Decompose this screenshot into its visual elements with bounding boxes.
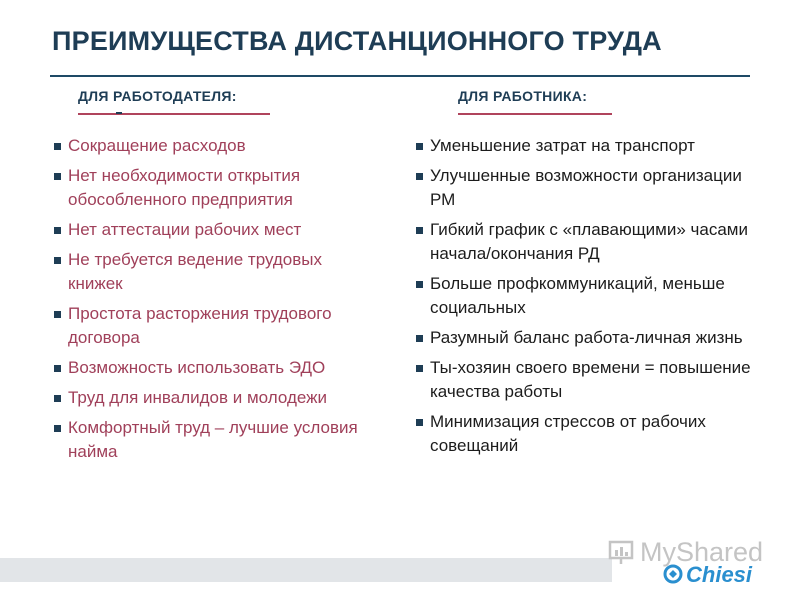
list-item bbox=[416, 164, 756, 212]
list-item bbox=[54, 164, 374, 212]
bullet-square-icon bbox=[54, 227, 61, 234]
list-item-text: Сокращение расходов bbox=[68, 136, 246, 155]
bullet-square-icon bbox=[416, 419, 423, 426]
list-item bbox=[416, 326, 756, 350]
bullet-square-icon bbox=[54, 395, 61, 402]
watermark-text: MyShared bbox=[640, 537, 764, 567]
slide-title: ПРЕИМУЩЕСТВА ДИСТАНЦИОННОГО ТРУДА bbox=[52, 26, 662, 56]
list-item-text: Ты-хозяин своего времени = повышение качества работы bbox=[430, 358, 751, 401]
list-item-text: Улучшенные возможности организации РМ bbox=[430, 166, 742, 209]
presentation-icon bbox=[607, 538, 635, 566]
list-item bbox=[54, 302, 374, 350]
list-item-text: Труд для инвалидов и молодежи bbox=[68, 388, 327, 407]
list-item bbox=[416, 410, 756, 458]
list-item-text: Больше профкоммуникаций, меньше социальных bbox=[430, 274, 725, 317]
bullet-square-icon bbox=[54, 143, 61, 150]
list-item-text: Возможность использовать ЭДО bbox=[68, 358, 326, 377]
employee-header: ДЛЯ РАБОТНИКА: bbox=[458, 88, 588, 104]
list-item-text: Нет необходимости открытия обособленного предприятия bbox=[68, 166, 301, 209]
footer-band bbox=[0, 558, 612, 582]
list-item bbox=[416, 134, 756, 158]
list-item bbox=[416, 356, 756, 404]
bullet-square-icon bbox=[54, 311, 61, 318]
list-item-text: Простота расторжения трудового договора bbox=[68, 304, 332, 347]
bullet-square-icon bbox=[54, 425, 61, 432]
bullet-square-icon bbox=[416, 173, 423, 180]
list-item bbox=[54, 248, 374, 296]
list-item-text: Уменьшение затрат на транспорт bbox=[430, 136, 695, 155]
list-item-text: Разумный баланс работа-личная жизнь bbox=[430, 328, 743, 347]
employee-benefits-list bbox=[416, 134, 756, 464]
list-item bbox=[54, 356, 374, 380]
bullet-square-icon bbox=[54, 257, 61, 264]
list-item-text: Нет аттестации рабочих мест bbox=[68, 220, 302, 239]
bullet-square-icon bbox=[416, 281, 423, 288]
list-item-text: Комфортный труд – лучшие условия найма bbox=[68, 418, 358, 461]
list-item bbox=[54, 386, 374, 410]
list-item-text: Гибкий график с «плавающими» часами начала/окончания РД bbox=[430, 220, 748, 263]
employer-header-underline bbox=[78, 113, 270, 115]
list-item bbox=[54, 134, 374, 158]
list-item-text: Не требуется ведение трудовых книжек bbox=[68, 250, 323, 293]
title-divider bbox=[50, 75, 750, 77]
employer-header: ДЛЯ РАБОТОДАТЕЛЯ: bbox=[78, 88, 237, 104]
employee-header-underline bbox=[458, 113, 612, 115]
chiesi-logo-icon bbox=[663, 564, 683, 584]
bullet-square-icon bbox=[416, 335, 423, 342]
bullet-square-icon bbox=[416, 227, 423, 234]
bullet-square-icon bbox=[416, 365, 423, 372]
bullet-square-icon bbox=[54, 173, 61, 180]
employer-header-underline-mark bbox=[116, 112, 122, 114]
employer-benefits-list bbox=[54, 134, 374, 470]
bullet-square-icon bbox=[54, 365, 61, 372]
list-item bbox=[416, 272, 756, 320]
list-item bbox=[54, 416, 374, 464]
chiesi-logo: Chiesi bbox=[686, 562, 753, 587]
list-item bbox=[54, 218, 374, 242]
bullet-square-icon bbox=[416, 143, 423, 150]
list-item bbox=[416, 218, 756, 266]
list-item-text: Минимизация стрессов от рабочих совещаний bbox=[430, 412, 706, 455]
